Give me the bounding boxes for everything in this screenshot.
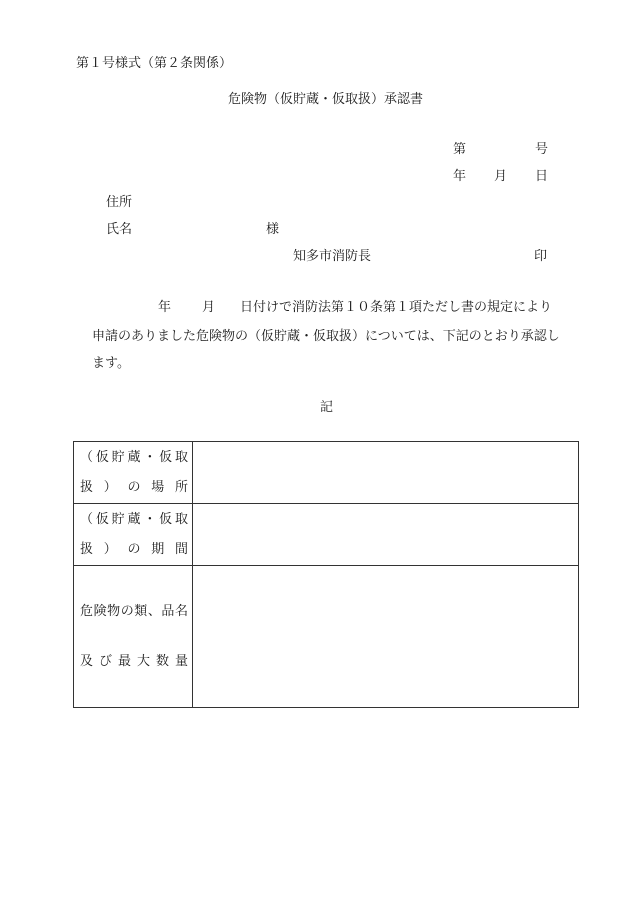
table-row-period (74, 504, 579, 566)
hazmat-label-line-1: 危険物の類、品名 (80, 603, 188, 619)
hazmat-label-cell (74, 566, 193, 708)
seal-mark: 印 (534, 249, 548, 264)
recipient-honorific: 様 (266, 222, 280, 237)
detail-table (73, 441, 579, 708)
issuer-title: 知多市消防長 (293, 249, 372, 264)
body-line-1: 日付けで消防法第１０条第１項ただし書の規定により (240, 300, 553, 315)
recipient-name-label: 氏名 (106, 222, 133, 237)
document-number-suffix: 号 (535, 142, 549, 157)
location-label-line-2: 扱）の場所 (80, 479, 188, 495)
table-row-location (74, 442, 579, 504)
body-year: 年 (158, 300, 172, 315)
ki-heading: 記 (320, 400, 334, 415)
location-value-cell[interactable] (192, 442, 578, 504)
period-value-cell[interactable] (192, 504, 578, 566)
issue-date-month: 月 (494, 169, 508, 184)
issue-date-year: 年 (453, 169, 467, 184)
body-line-2: 申請のありました危険物の（仮貯蔵・仮取扱）については、下記のとおり承認し (92, 329, 560, 344)
period-label-line-2: 扱）の期間 (80, 541, 188, 557)
issue-date-day: 日 (535, 169, 549, 184)
period-label-cell (74, 504, 193, 566)
period-label-line-1: （仮貯蔵・仮取 (80, 511, 188, 527)
location-label-line-1: （仮貯蔵・仮取 (80, 449, 188, 465)
body-month: 月 (202, 300, 216, 315)
hazmat-label-line-2: 及び最大数量 (80, 653, 188, 669)
document-number-prefix: 第 (453, 142, 467, 157)
table-row-hazmat (74, 566, 579, 708)
hazmat-value-cell[interactable] (192, 566, 578, 708)
recipient-address-label: 住所 (106, 195, 133, 210)
document-title: 危険物（仮貯蔵・仮取扱）承認書 (228, 92, 424, 107)
location-label-cell (74, 442, 193, 504)
form-number: 第１号様式（第２条関係） (76, 56, 233, 71)
body-line-3: ます。 (92, 356, 130, 371)
